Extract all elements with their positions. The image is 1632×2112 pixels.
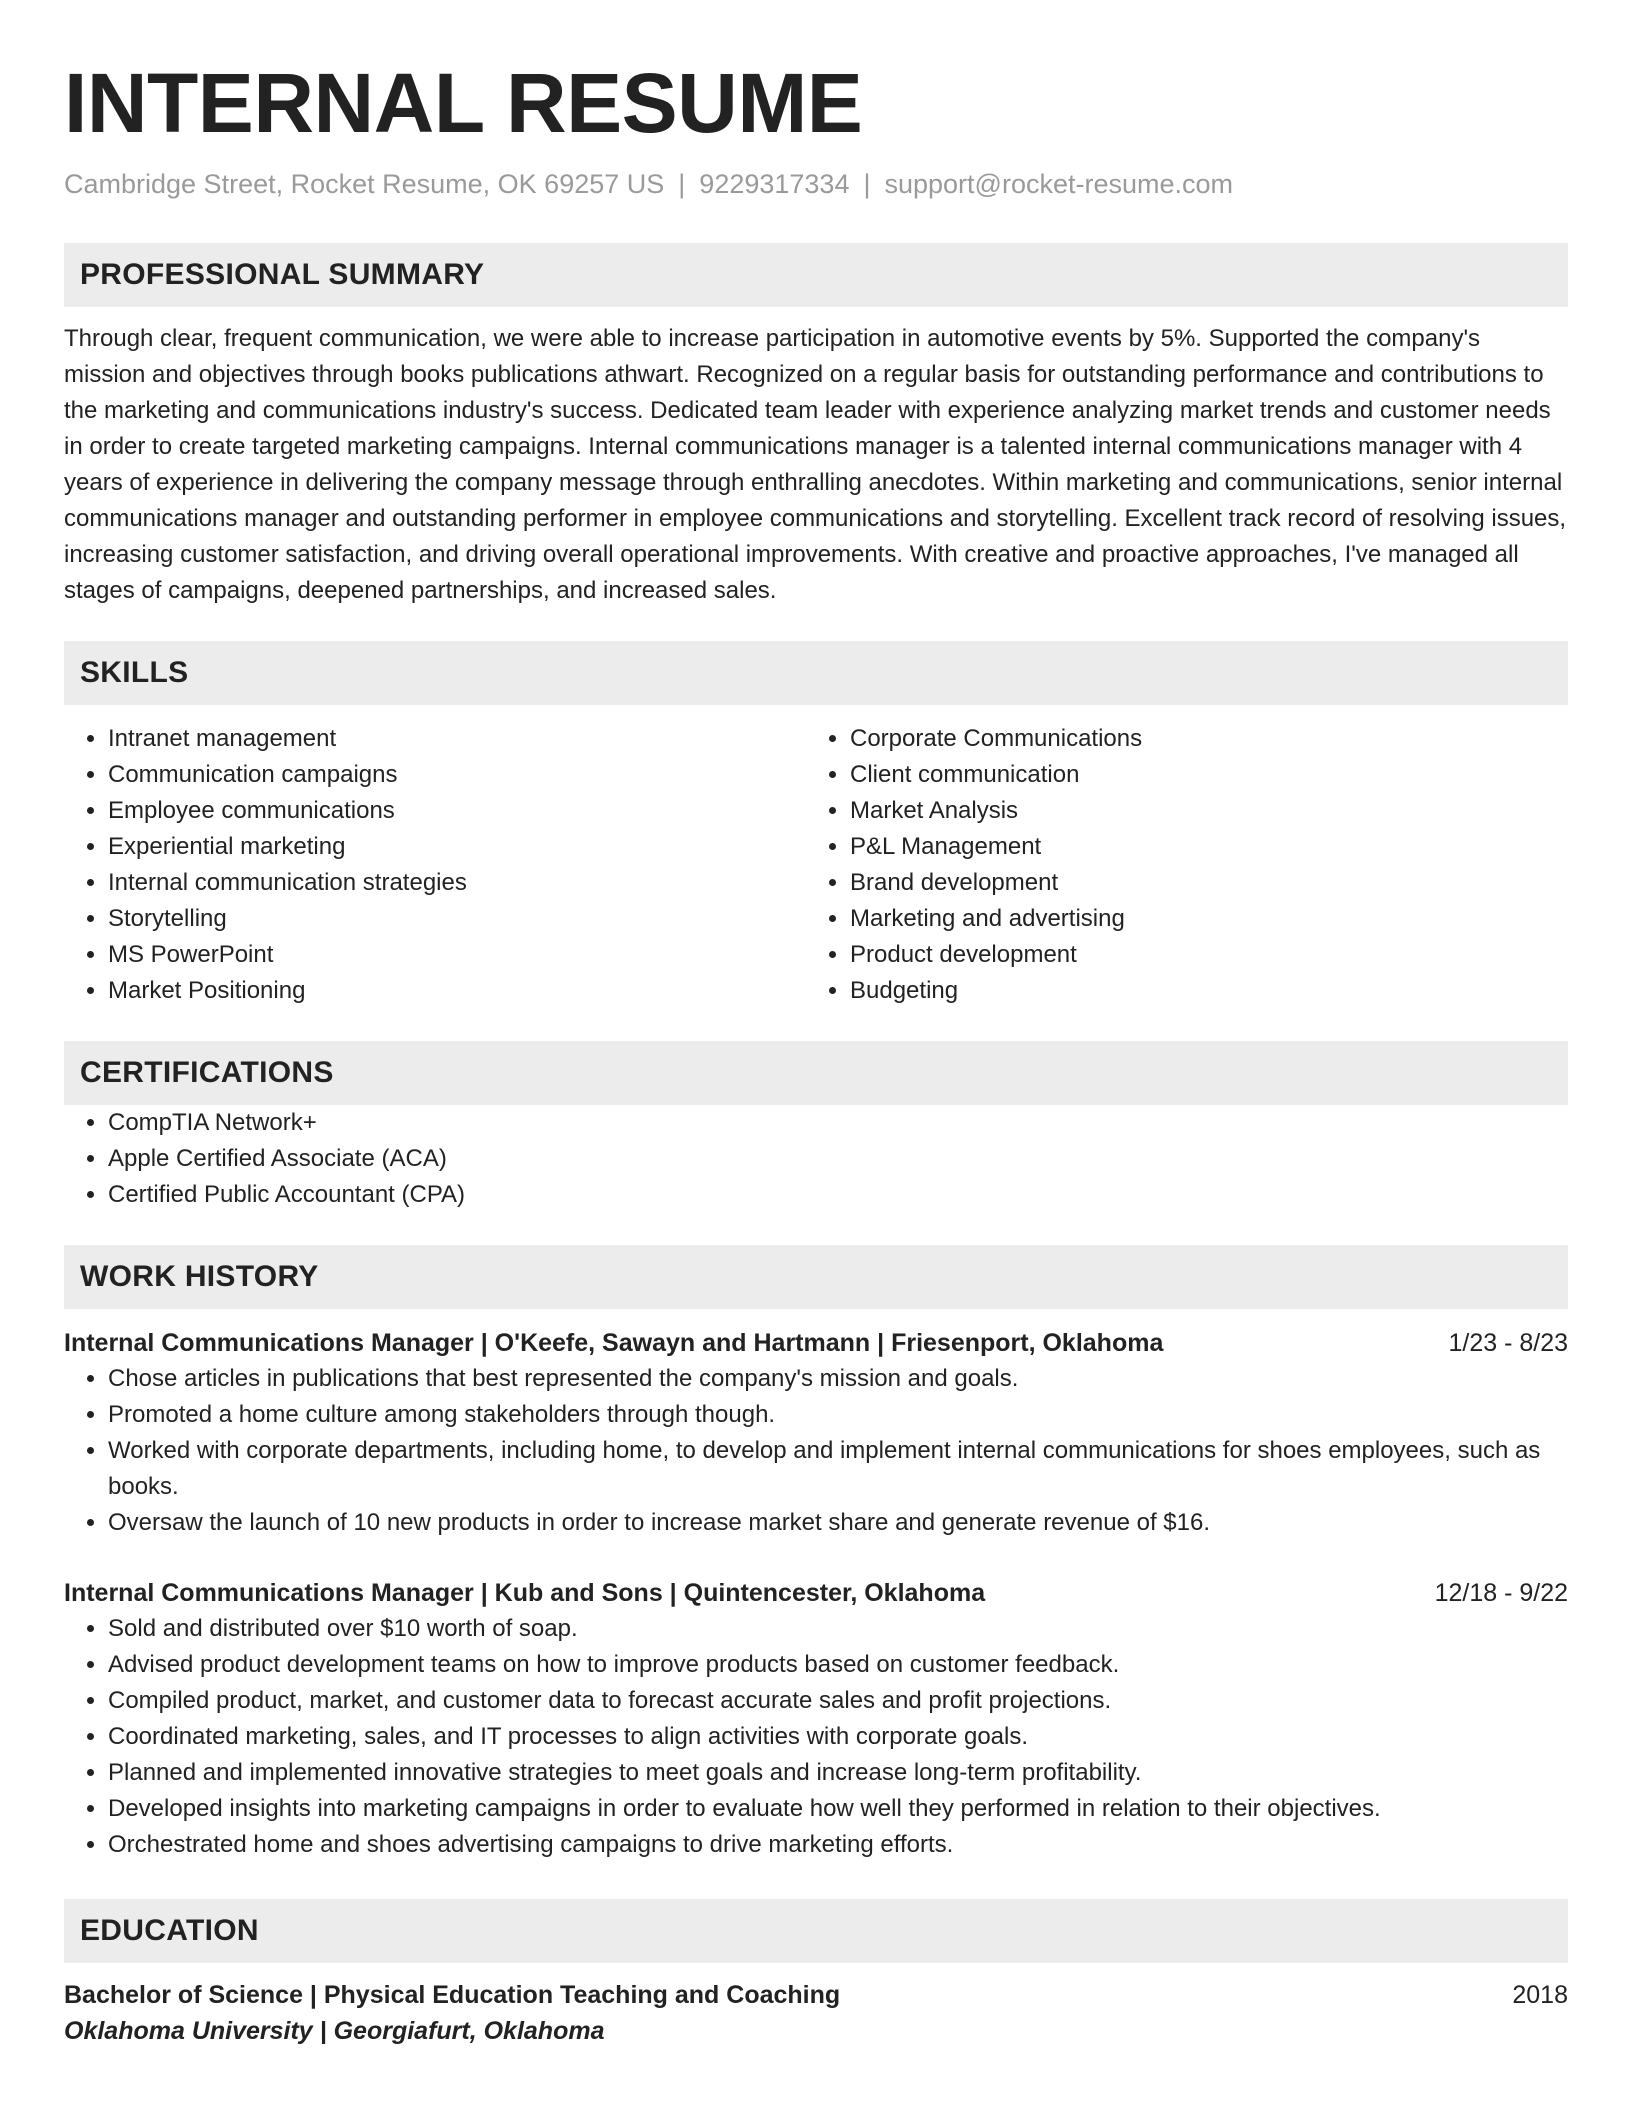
contact-separator: | — [678, 169, 686, 199]
job-bullet: • Compiled product, market, and customer data to forecast accurate sales and profit projections. — [108, 1683, 1568, 1719]
section-heading-education: EDUCATION — [64, 1899, 1568, 1963]
contact-email: support@rocket-resume.com — [884, 169, 1234, 199]
skill-item: • Market Analysis — [850, 793, 1548, 829]
contact-separator: | — [863, 169, 871, 199]
certifications-list — [64, 1105, 1568, 1213]
section-heading-skills: SKILLS — [64, 641, 1568, 705]
skill-item: • Experiential marketing — [108, 829, 806, 865]
skills-columns — [64, 721, 1568, 1009]
job-title: Internal Communications Manager | Kub and Sons | Quintencester, Oklahoma — [64, 1579, 986, 1607]
job-bullet: • Coordinated marketing, sales, and IT processes to align activities with corporate goals. — [108, 1719, 1568, 1755]
education-degree: Bachelor of Science | Physical Education Teaching and Coaching — [64, 1981, 841, 2009]
skill-item: • Corporate Communications — [850, 721, 1548, 757]
certification-item: • Apple Certified Associate (ACA) — [108, 1141, 1568, 1177]
education-year: 2018 — [1512, 1981, 1568, 2009]
skill-item: • Storytelling — [108, 901, 806, 937]
contact-phone: 9229317334 — [699, 169, 850, 199]
job-dates: 12/18 - 9/22 — [1434, 1579, 1568, 1607]
skill-item: • Intranet management — [108, 721, 806, 757]
job-title: Internal Communications Manager | O'Keefe, Sawayn and Hartmann | Friesenport, Oklahoma — [64, 1329, 1164, 1357]
skill-item: • Client communication — [850, 757, 1548, 793]
skills-right-list — [806, 721, 1548, 1009]
certification-item: • CompTIA Network+ — [108, 1105, 1568, 1141]
section-heading-work-history: WORK HISTORY — [64, 1245, 1568, 1309]
job-bullet: • Worked with corporate departments, including home, to develop and implement internal communications for shoes employees, such as books. — [108, 1433, 1568, 1505]
contact-line — [64, 167, 1568, 201]
skill-item: • P&L Management — [850, 829, 1548, 865]
job-header — [64, 1325, 1568, 1361]
job-bullets — [64, 1361, 1568, 1541]
education-school: Oklahoma University | Georgiafurt, Oklahoma — [64, 2017, 605, 2045]
job-header — [64, 1575, 1568, 1611]
job-bullet: • Chose articles in publications that best represented the company's mission and goals. — [108, 1361, 1568, 1397]
section-heading-certifications: CERTIFICATIONS — [64, 1041, 1568, 1105]
skill-item: • Market Positioning — [108, 973, 806, 1009]
job-bullet: • Developed insights into marketing campaigns in order to evaluate how well they performed in relation to their objectives. — [108, 1791, 1568, 1827]
job-bullet: • Oversaw the launch of 10 new products in order to increase market share and generate revenue of $16. — [108, 1505, 1568, 1541]
resume-name: INTERNAL RESUME — [64, 56, 863, 150]
job-bullet: • Advised product development teams on how to improve products based on customer feedback. — [108, 1647, 1568, 1683]
contact-address: Cambridge Street, Rocket Resume, OK 69257 US — [64, 169, 665, 199]
job-bullet: • Promoted a home culture among stakeholders through though. — [108, 1397, 1568, 1433]
skill-item: • Product development — [850, 937, 1548, 973]
skill-item: • Brand development — [850, 865, 1548, 901]
skill-item: • Employee communications — [108, 793, 806, 829]
job-dates: 1/23 - 8/23 — [1448, 1329, 1568, 1357]
skill-item: • MS PowerPoint — [108, 937, 806, 973]
skill-item: • Budgeting — [850, 973, 1548, 1009]
job-entry — [64, 1575, 1568, 1863]
education-header — [64, 1977, 1568, 2013]
skill-item: • Communication campaigns — [108, 757, 806, 793]
summary-text: Through clear, frequent communication, we were able to increase participation in automotive events by 5%. Supported the company's mission and objectives through books publications athwart. Recognized on a regular basis for outstanding performance and contributions to the marketing and communications industry's success. Dedicated team leader with experience analyzing market trends and customer needs in order to create targeted marketing campaigns. Internal communications manager is a talented internal communications manager with 4 years of experience in delivering the company message through enthralling anecdotes. Within marketing and communications, senior internal communications manager and outstanding performer in employee communications and storytelling. Excellent track record of resolving issues, increasing customer satisfaction, and driving overall operational improvements. With creative and proactive approaches, I've managed all stages of campaigns, deepened partnerships, and increased sales. — [64, 325, 1567, 604]
skill-item: • Marketing and advertising — [850, 901, 1548, 937]
job-bullets — [64, 1611, 1568, 1863]
job-bullet: • Orchestrated home and shoes advertising campaigns to drive marketing efforts. — [108, 1827, 1568, 1863]
job-entry — [64, 1325, 1568, 1541]
job-bullet: • Sold and distributed over $10 worth of soap. — [108, 1611, 1568, 1647]
certification-item: • Certified Public Accountant (CPA) — [108, 1177, 1568, 1213]
skill-item: • Internal communication strategies — [108, 865, 806, 901]
job-bullet: • Planned and implemented innovative strategies to meet goals and increase long-term profitability. — [108, 1755, 1568, 1791]
section-heading-summary: PROFESSIONAL SUMMARY — [64, 243, 1568, 307]
skills-left-list — [64, 721, 806, 1009]
